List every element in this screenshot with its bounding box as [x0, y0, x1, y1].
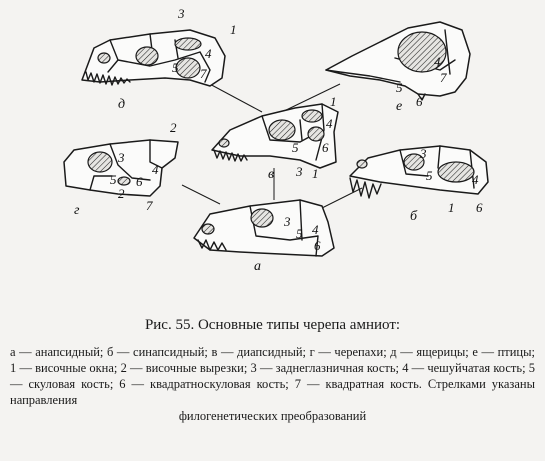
label-7: 7 — [146, 198, 153, 213]
skull-label-a: а — [254, 259, 261, 274]
skull-lizard — [82, 6, 237, 112]
label-6: 6 — [322, 140, 329, 155]
label-4: 4 — [205, 46, 212, 61]
label-3: 3 — [296, 164, 303, 179]
label-5: 5 — [172, 60, 179, 75]
label-6: 6 — [136, 174, 143, 189]
skull-label-e: е — [396, 99, 403, 114]
label-6: 6 — [314, 238, 321, 253]
label-4: 4 — [434, 54, 441, 69]
skull-label-v: в — [268, 167, 275, 182]
label-4: 4 — [152, 162, 159, 177]
skull-anapsid — [194, 200, 334, 274]
label-7: 7 — [200, 66, 207, 81]
skull-synapsid — [350, 146, 488, 224]
label-5: 5 — [396, 80, 403, 95]
label-1: 1 — [330, 94, 337, 109]
label-5: 5 — [296, 226, 303, 241]
legend-text-end: филогенетических преобразований — [178, 409, 367, 423]
label-5: 5 — [426, 168, 433, 183]
label-4: 4 — [472, 172, 479, 187]
label-2: 2 — [170, 120, 177, 135]
skull-turtle — [64, 120, 178, 218]
skull-bird — [326, 22, 470, 114]
figure-legend — [10, 344, 535, 424]
label-3: 3 — [284, 214, 291, 229]
skull-diapsid — [212, 94, 338, 182]
label-3: 3 — [420, 146, 427, 161]
label-5: 5 — [292, 140, 299, 155]
label-7: 7 — [440, 70, 447, 85]
skull-label-d: д — [118, 97, 126, 112]
skull-label-g: г — [74, 203, 80, 218]
label-5: 5 — [110, 172, 117, 187]
label-6: 6 — [476, 200, 483, 215]
figure-caption: Рис. 55. Основные типы черепа амниот: — [144, 317, 401, 333]
label-2b: 2 — [118, 186, 125, 201]
label-1b: 1 — [312, 166, 319, 181]
label-4: 4 — [312, 222, 319, 237]
label-1: 1 — [230, 22, 237, 37]
label-6: 6 — [416, 94, 423, 109]
skull-label-b: б — [410, 209, 418, 224]
label-4: 4 — [326, 116, 333, 131]
label-1: 1 — [448, 200, 455, 215]
label-3: 3 — [178, 6, 185, 21]
legend-text: а — анапсидный; б — синапсидный; в — диапсидный; г — черепахи; д — ящерицы; е — птицы; 1 — височные окна; 2 — височные вырезки; 3 — заднеглазничная кость; 4 — чешуйчатая кость; 5 — скуловая кость; 6 — квадратноскуловая кость; 7 — квадратная кость. Стрелками указаны направления — [10, 345, 535, 407]
label-3: 3 — [118, 150, 125, 165]
